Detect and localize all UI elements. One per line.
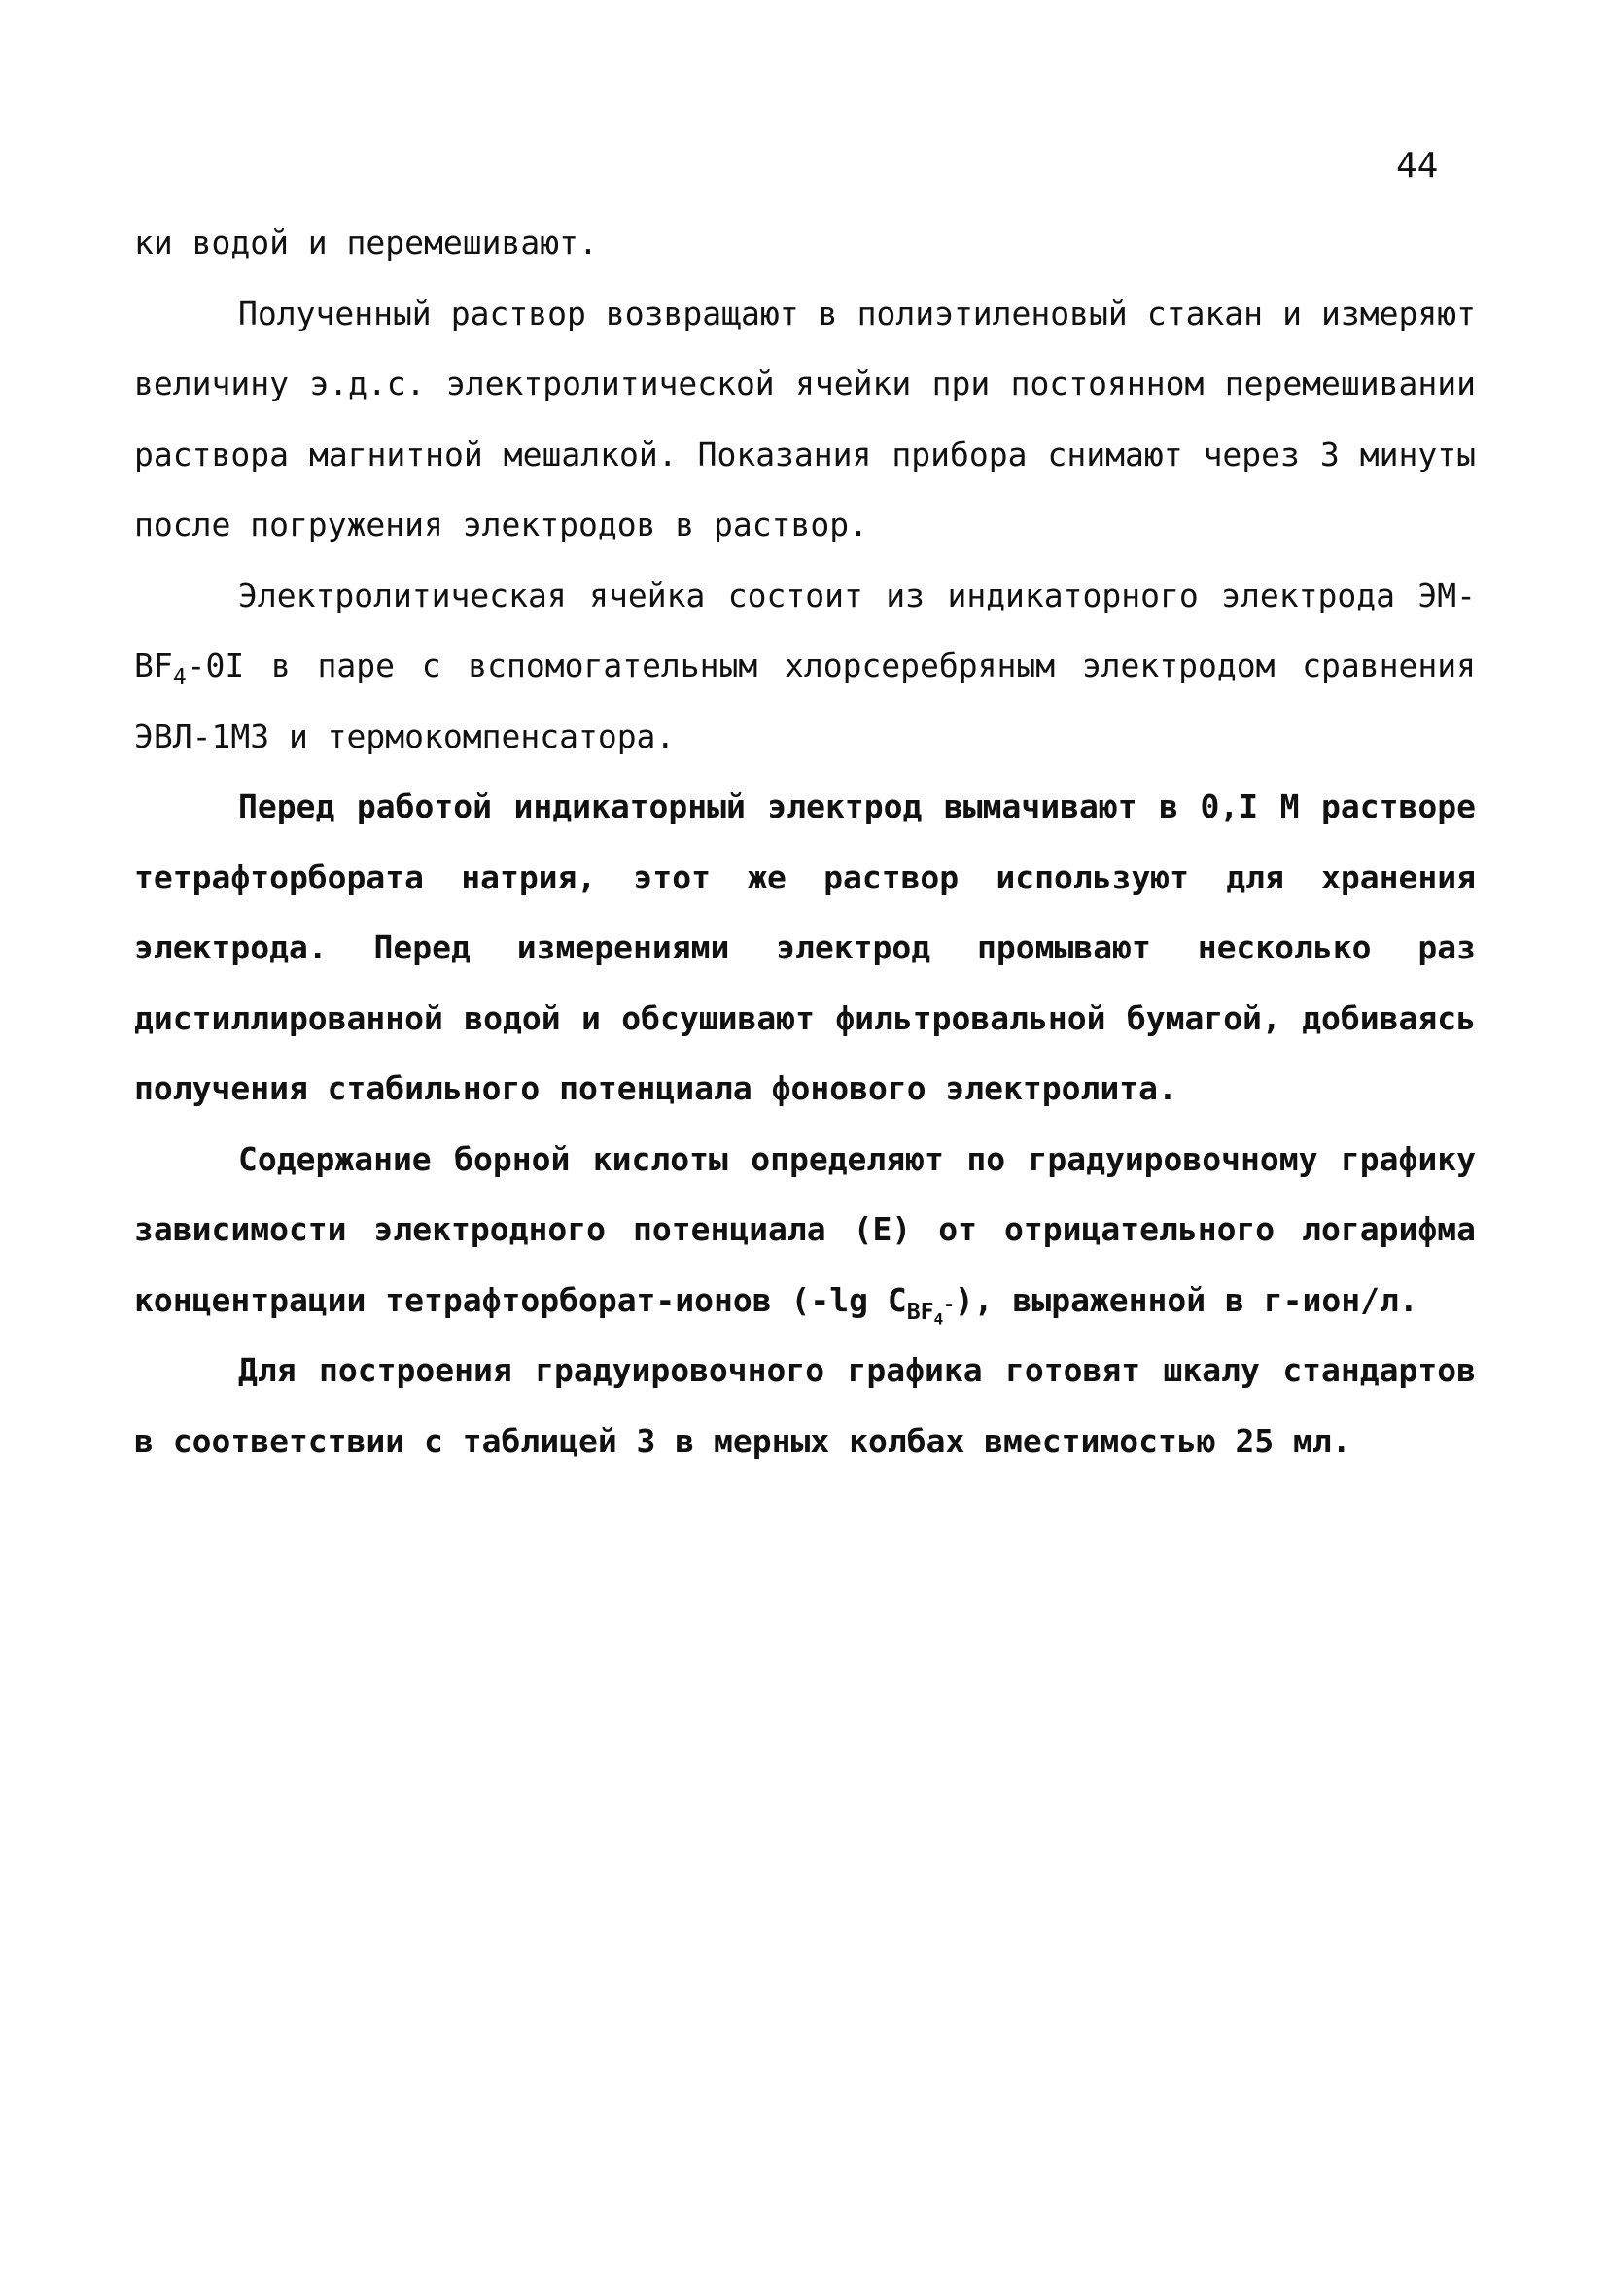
paragraph-5-subsubscript: 4 <box>933 1309 944 1329</box>
paragraph-1-text: ки водой и перемешивают. <box>134 224 598 261</box>
paragraph-5-superscript: - <box>943 1292 955 1315</box>
paragraph-5-text-after: ), выраженной в г-ион/л. <box>954 1280 1418 1319</box>
paragraph-4-text: Перед работой индикаторный электрод вымачивают в 0,I М растворе тетрафторбората натрия, этот же раствор используют для хранения электрода. Перед измерениями электрод промывают несколько раз дистиллированной водой и обсушивают фильтровальной бумагой, добиваясь получения стабильного потенциала фонового электролита. <box>134 787 1476 1107</box>
paragraph-1 <box>134 208 1476 279</box>
paragraph-3-text-after: -0I в паре с вспомогательным хлорсеребряным электродом сравнения ЭВЛ-1М3 и термокомпенсатора. <box>134 646 1476 755</box>
paragraph-2 <box>134 279 1476 561</box>
page-number: 44 <box>1396 146 1439 186</box>
body-text <box>134 208 1476 1477</box>
paragraph-5-text-before: Содержание борной кислоты определяют по градуировочному графику зависимости электродного потенциала (E) от отрицательного логарифма концентрации тетрафторборат-ионов (-lg C <box>134 1139 1476 1319</box>
paragraph-5 <box>134 1125 1476 1337</box>
paragraph-2-text: Полученный раствор возвращают в полиэтиленовый стакан и измеряют величину э.д.с. электролитической ячейки при постоянном перемешивании раствора магнитной мешалкой. Показания прибора снимают через 3 минуты после погружения электродов в раствор. <box>134 294 1476 543</box>
paragraph-3-subscript: 4 <box>172 665 187 691</box>
paragraph-5-subscript <box>906 1292 955 1329</box>
paragraph-4 <box>134 772 1476 1125</box>
paragraph-6 <box>134 1336 1476 1477</box>
paragraph-3-text-before: Электролитическая ячейка состоит из индикаторного электрода ЭМ-BF <box>134 575 1476 684</box>
paragraph-3 <box>134 561 1476 773</box>
paragraph-6-text: Для построения градуировочного графика готовят шкалу стандартов в соответствии с таблицей 3 в мерных колбах вместимостью 25 мл. <box>134 1351 1476 1460</box>
paragraph-5-subscript-text: BF <box>906 1299 934 1325</box>
